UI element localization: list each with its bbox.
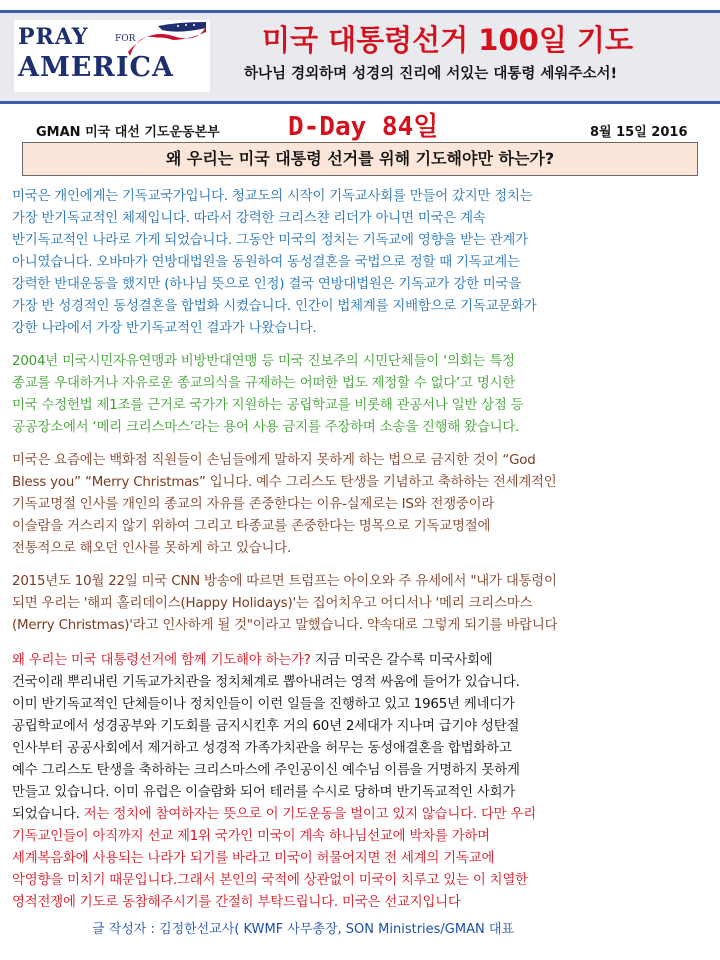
text-line: 이미 반기독교적인 단체들이나 정치인들이 이런 일들을 진행하고 있고 1965년 케네디가 — [12, 697, 515, 712]
text-line: 아니였습니다. 오바마가 연방대법원을 동원하여 동성결혼을 국법으로 정할 때 기독교계는 — [12, 255, 520, 270]
paragraph-1 — [12, 186, 710, 340]
author-credit: 글 작성자 : 김정한선교사( KWMF 사무총장, SON Ministries/GMAN 대표 — [92, 922, 514, 937]
text-line: 공립학교에서 성경공부와 기도회를 금지시킨후 거의 60년 2세대가 지나며 급기야 성탄절 — [12, 719, 520, 734]
text-line — [12, 804, 710, 826]
logo-text-for: FOR — [115, 34, 136, 44]
text-line: Bless you” “Merry Christmas” 입니다. 예수 그리스도 탄생을 기념하고 축하하는 전세계적인 — [12, 475, 557, 490]
text-line: 악영향을 미치기 때문입니다.그래서 본인의 국적에 상관없이 미국이 치루고 있는 이 치열한 — [12, 873, 528, 888]
text-line: 전통적으로 해오던 인사를 못하게 하고 있습니다. — [12, 541, 292, 556]
dday-counter: D-Day 84일 — [288, 112, 439, 142]
subtitle: 하나님 경외하며 성경의 진리에 서있는 대통령 세워주소서! — [244, 66, 618, 82]
text-span: 되었습니다. — [12, 807, 80, 822]
text-line: 종교를 우대하거나 자유로운 종교의식을 규제하는 어떠한 법도 제정할 수 없다’고 명시한 — [12, 376, 516, 391]
text-line: 되면 우리는 '해피 홀리데이스(Happy Holidays)'는 집어치우고 어디서나 '메리 크리스마스 — [12, 596, 533, 611]
organization-name: GMAN 미국 대선 기도운동본부 — [36, 125, 220, 140]
paragraph-4 — [12, 571, 710, 637]
text-line: 만들고 있습니다. 이미 유럽은 이슬람화 되어 테러를 수시로 당하며 반기독교적인 사회가 — [12, 785, 516, 800]
paragraph-5 — [12, 650, 710, 914]
paragraph-2 — [12, 351, 710, 439]
text-line: 강력한 반대운동을 했지만 (하나님 뜻으로 인정) 결국 연방대법원은 기독교가 강한 미국을 — [12, 277, 522, 292]
text-line: 영적전쟁에 기도로 동참해주시기를 간절히 부탁드립니다. 미국은 선교지입니다 — [12, 895, 461, 910]
text-line: 2015년도 10월 22일 미국 CNN 방송에 따르면 트럼프는 아이오와 주 유세에서 "내가 대통령이 — [12, 574, 557, 589]
text-line: 미국은 개인에게는 기독교국가입니다. 청교도의 시작이 기독교사회를 만들어 갔지만 정치는 — [12, 189, 533, 204]
text-line: 기독교명절 인사를 개인의 종교의 자유를 존중한다는 이유-실제로는 IS와 전쟁중이라 — [12, 497, 495, 512]
paragraph-3 — [12, 450, 710, 560]
text-line: 가장 반기독교적인 체제입니다. 따라서 강력한 크리스챤 리더가 아니면 미국은 계속 — [12, 211, 486, 226]
text-line: (Merry Christmas)'라고 인사하게 될 것"이라고 말했습니다. 약속대로 그렇게 되기를 바랍니다 — [12, 618, 558, 633]
main-title: 미국 대통령선거 100일 기도 — [262, 23, 633, 57]
logo-text-america: AMERICA — [18, 52, 174, 83]
text-line: 이슬람을 거스리지 않기 위하여 그리고 타종교를 존중한다는 명목으로 기독교명절에 — [12, 519, 491, 534]
text-line: 공공장소에서 ‘메리 크리스마스’라는 용어 사용 금지를 주장하며 소송을 진행해 왔습니다. — [12, 420, 520, 435]
text-line: 예수 그리스도 탄생을 축하하는 크리스마스에 주인공이신 예수님 이름을 거명하지 못하게 — [12, 763, 520, 778]
text-line: 미국은 요즘에는 백화점 직원들이 손님들에게 말하지 못하게 하는 법으로 금지한 것이 “God — [12, 453, 536, 468]
text-line: 반기독교적인 나라로 가게 되었습니다. 그동안 미국의 정치는 기독교에 영향을 받는 관계가 — [12, 233, 528, 248]
text-line: 인사부터 공공사회에서 제거하고 성경적 가족가치관을 허무는 동성애결혼을 합법화하고 — [12, 741, 512, 756]
text-line: 미국 수정헌법 제1조를 근거로 국가가 지원하는 공립학교를 비롯해 관공서나 일반 상점 등 — [12, 398, 524, 413]
text-span: 지금 미국은 갈수록 미국사회에 — [310, 653, 493, 668]
text-line: 건국이래 뿌리내린 기독교가치관을 정치체계로 뽑아내려는 영적 싸움에 들어가 있습니다. — [12, 675, 520, 690]
text-line: 기독교인들이 아직까지 선교 제1위 국가인 미국이 계속 하나님선교에 박차를 가하며 — [12, 829, 490, 844]
logo-text-pray: PRAY — [18, 24, 89, 50]
text-line: 세계복음화에 사용되는 나라가 되기를 바라고 미국이 허물어지면 전 세계의 기독교에 — [12, 851, 495, 866]
question-heading: 왜 우리는 미국 대통령 선거를 위해 기도해야만 하는가? — [22, 142, 698, 176]
text-line: 강한 나라에서 가장 반기독교적인 결과가 나왔습니다. — [12, 321, 317, 336]
date-label: 8월 15일 2016 — [590, 125, 688, 140]
text-line: 가장 반 성경적인 동성결혼을 합법화 시켰습니다. 인간이 법체계를 지배함으로 기독교문화가 — [12, 299, 537, 314]
text-span-red: 저는 정치에 참여하자는 뜻으로 이 기도운동을 벌이고 있지 않습니다. 다만 우리 — [79, 807, 536, 822]
text-line — [12, 650, 710, 672]
text-line: 2004년 미국시민자유연맹과 비방반대연맹 등 미국 진보주의 시민단체들이 ‘의회는 특정 — [12, 354, 515, 369]
highlight-question: 왜 우리는 미국 대통령선거에 함께 기도해야 하는가? — [12, 653, 311, 668]
